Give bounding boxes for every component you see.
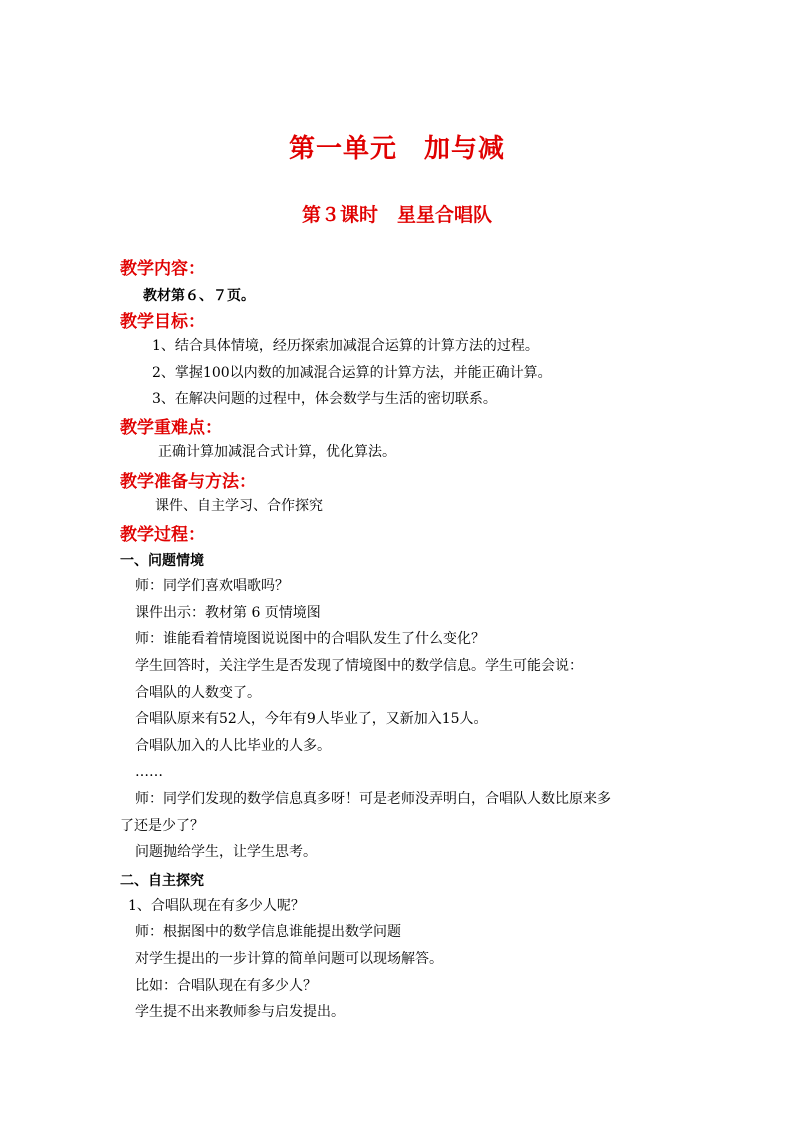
goal-item: 2、掌握100以内数的加减混合运算的计算方法，并能正确计算。 <box>152 365 552 381</box>
part2-line: 师：根据图中的数学信息谁能提出数学问题 <box>135 924 401 940</box>
part1-line: 合唱队的人数变了。 <box>135 685 261 701</box>
content-text: 教材第６、７页。 <box>143 288 255 304</box>
part2-line: 比如：合唱队现在有多少人？ <box>135 978 317 994</box>
lesson-subtitle: 第３课时 星星合唱队 <box>301 204 492 226</box>
part1-line: 师：同学们喜欢唱歌吗？ <box>135 578 289 594</box>
part2-line: 学生提不出来教师参与启发提出。 <box>135 1004 345 1020</box>
part1-line: 学生回答时，关注学生是否发现了情境图中的数学信息。学生可能会说： <box>135 658 583 674</box>
part1-line: 师：谁能看着情境图说说图中的合唱队发生了什么变化？ <box>135 631 485 647</box>
page-title: 第一单元 加与减 <box>288 134 505 164</box>
key-points-text: 正确计算加减混合式计算，优化算法。 <box>158 444 396 460</box>
goal-item: 3、在解决问题的过程中，体会数学与生活的密切联系。 <box>152 391 497 407</box>
part1-line: 问题抛给学生，让学生思考。 <box>135 844 317 860</box>
goal-item: 1、结合具体情境，经历探索加减混合运算的计算方法的过程。 <box>152 338 539 354</box>
part1-line: 合唱队原来有52人，今年有9人毕业了，又新加入15人。 <box>135 711 488 727</box>
part1-line: 师：同学们发现的数学信息真多呀！可是老师没弄明白，合唱队人数比原来多 <box>135 791 611 807</box>
process-heading: 教学过程： <box>120 525 205 545</box>
part1-line: 课件出示：教材第 6 页情境图 <box>135 605 321 621</box>
part1-line: …… <box>135 764 163 780</box>
part1-line: 了还是少了？ <box>120 818 204 834</box>
part2-heading: 二、自主探究 <box>120 873 204 889</box>
prep-text: 课件、自主学习、合作探究 <box>155 498 323 514</box>
prep-heading: 教学准备与方法： <box>120 472 256 492</box>
part1-line: 合唱队加入的人比毕业的人多。 <box>135 738 331 754</box>
key-points-heading: 教学重难点： <box>120 418 222 438</box>
part2-line: 1、合唱队现在有多少人呢？ <box>128 898 305 914</box>
part1-heading: 一、问题情境 <box>120 553 204 569</box>
goals-heading: 教学目标： <box>120 312 205 332</box>
content-heading: 教学内容： <box>120 259 205 279</box>
part2-line: 对学生提出的一步计算的简单问题可以现场解答。 <box>135 951 443 967</box>
